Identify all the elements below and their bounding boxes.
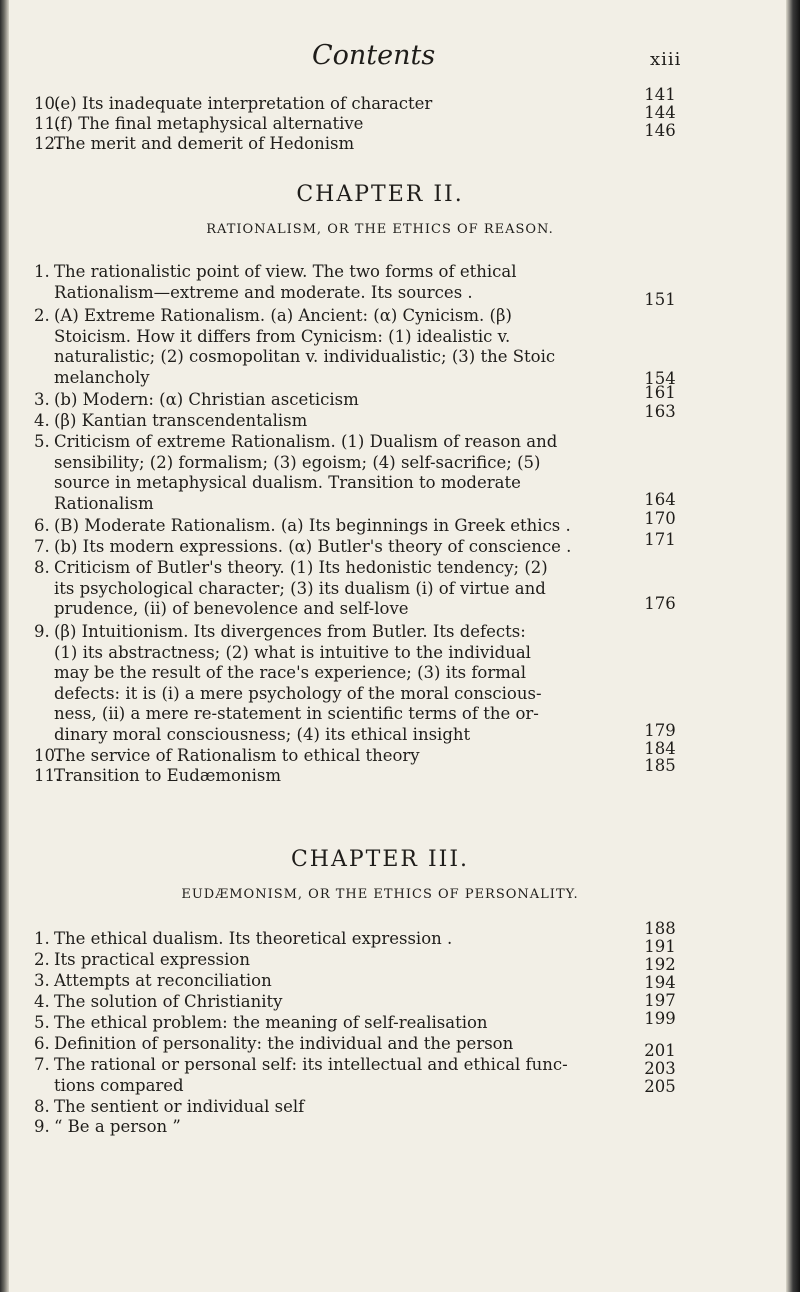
page-ref: 184 — [644, 739, 676, 758]
entry-line: tions compared — [54, 1075, 184, 1095]
entry-number: 5. — [34, 432, 50, 451]
page-ref: 179 — [644, 721, 676, 740]
entry-number: 8. — [34, 558, 50, 577]
entry-text: The merit and demerit of Hedonism — [54, 134, 355, 153]
entry-number: 3. — [34, 971, 50, 990]
page-ref: 141 — [644, 85, 676, 104]
page-number: xiii — [650, 49, 682, 70]
entry-line: Criticism of extreme Rationalism. (1) Dualism of reason and — [54, 432, 558, 451]
page-ref-column — [638, 919, 682, 1096]
entry-line: Its practical expression — [54, 950, 250, 969]
entry-line: The sentient or individual self — [54, 1097, 305, 1116]
entry-number: 12. — [34, 134, 61, 153]
entry-line: prudence, (ii) of benevolence and self-love — [54, 599, 409, 618]
entry-line: (B) Moderate Rationalism. (a) Its beginnings in Greek ethics . — [54, 516, 571, 535]
entry-number: 7. — [34, 537, 50, 556]
entry-line: The service of Rationalism to ethical theory — [54, 746, 420, 765]
chapter-subtitle: RATIONALISM, OR THE ETHICS OF REASON. — [206, 222, 554, 237]
entry-line: Rationalism—extreme and moderate. Its sources . — [54, 282, 473, 302]
entry-line: Rationalism — [54, 493, 154, 513]
entry-line: Criticism of Butler's theory. (1) Its hedonistic tendency; (2) — [54, 558, 548, 577]
entry-number: 6. — [34, 1034, 50, 1053]
entry-line: (A) Extreme Rationalism. (a) Ancient: (α) Cynicism. (β) — [54, 306, 512, 325]
entry-text: (e) Its inadequate interpretation of character — [54, 94, 433, 113]
entry-line: naturalistic; (2) cosmopolitan v. individualistic; (3) the Stoic — [54, 347, 556, 366]
page-ref: 188 — [644, 919, 676, 938]
chapter-title: CHAPTER II. — [296, 182, 464, 207]
entry-number: 2. — [34, 950, 50, 969]
entry-line: (β) Intuitionism. Its divergences from Butler. Its defects: — [54, 622, 526, 641]
page-ref: 194 — [644, 973, 676, 992]
page-ref: 197 — [644, 991, 676, 1010]
page-ref: 171 — [644, 530, 676, 549]
page-ref: 151 — [644, 290, 676, 309]
entry-line: sensibility; (2) formalism; (3) egoism; (4) self-sacrifice; (5) — [54, 452, 541, 472]
entry-number: 3. — [34, 390, 50, 409]
entry-number: 10. — [34, 746, 61, 765]
entry-line: its psychological character; (3) its dualism (i) of virtue and — [54, 578, 546, 598]
entry-line: Transition to Eudæmonism — [54, 766, 281, 785]
page-ref-column — [638, 85, 682, 140]
entry-line: melancholy — [54, 367, 150, 387]
entry-number: 11. — [34, 766, 61, 785]
entry-number: 10. — [34, 94, 61, 113]
entry-number: 5. — [34, 1013, 50, 1032]
entry-line: The rationalistic point of view. The two forms of ethical — [54, 262, 517, 281]
entry-number: 6. — [34, 516, 50, 535]
entry-line: defects: it is (i) a mere psychology of the moral conscious- — [54, 683, 542, 703]
entry-number: 1. — [34, 262, 50, 281]
entry-line: ness, (ii) a mere re-statement in scientific terms of the or- — [54, 704, 539, 723]
page-ref: 163 — [644, 402, 676, 421]
entry-line: The ethical dualism. Its theoretical expression . — [54, 929, 453, 948]
entry-line: The rational or personal self: its intellectual and ethical func- — [54, 1055, 568, 1074]
entry-line: Definition of personality: the individual and the person — [54, 1034, 514, 1053]
page-ref: 203 — [644, 1059, 676, 1078]
entry-number: 11. — [34, 114, 61, 133]
header-title: Contents — [312, 40, 436, 71]
entry-text: (f) The final metaphysical alternative — [54, 114, 364, 133]
entry-line: (b) Its modern expressions. (α) Butler's theory of conscience . — [54, 537, 572, 556]
entry-line: (1) its abstractness; (2) what is intuitive to the individual — [54, 642, 531, 662]
page-edge-right — [786, 0, 800, 1292]
entry-number: 2. — [34, 306, 50, 325]
entry-line: source in metaphysical dualism. Transition to moderate — [54, 473, 521, 492]
page-ref: 185 — [644, 756, 676, 775]
entry-number: 9. — [34, 622, 50, 641]
page-ref: 191 — [644, 937, 676, 956]
page-ref: 161 — [644, 383, 676, 402]
page-ref: 199 — [644, 1009, 676, 1028]
entry-number: 1. — [34, 929, 50, 948]
entry-line: (β) Kantian transcendentalism — [54, 411, 308, 430]
running-header — [0, 40, 800, 80]
page-ref: 205 — [644, 1077, 676, 1096]
chapter-title: CHAPTER III. — [290, 847, 470, 872]
page-ref: 164 — [644, 490, 676, 509]
entry-line: may be the result of the race's experience; (3) its formal — [54, 663, 527, 682]
page-ref: 176 — [644, 594, 676, 613]
page-ref: 146 — [644, 121, 676, 140]
entry-line: The solution of Christianity — [54, 992, 283, 1011]
page-ref: 192 — [644, 955, 676, 974]
entry-line: (b) Modern: (α) Christian asceticism — [54, 390, 359, 409]
entry-line: The ethical problem: the meaning of self-realisation — [54, 1013, 488, 1032]
chapter-subtitle: EUDÆMONISM, OR THE ETHICS OF PERSONALITY. — [181, 887, 579, 902]
entry-number: 7. — [34, 1055, 50, 1074]
entry-line: Stoicism. How it differs from Cynicism: (1) idealistic v. — [54, 326, 511, 346]
page-ref: 170 — [644, 509, 676, 528]
entry-line: “ Be a person ” — [54, 1117, 181, 1136]
entry-line: dinary moral consciousness; (4) its ethical insight — [54, 724, 471, 744]
entry-line: Attempts at reconciliation — [54, 971, 272, 990]
page-ref: 201 — [644, 1041, 676, 1060]
entry-number: 8. — [34, 1097, 50, 1116]
page-ref: 144 — [644, 103, 676, 122]
entry-number: 9. — [34, 1117, 50, 1136]
entry-number: 4. — [34, 411, 50, 430]
entry-number: 4. — [34, 992, 50, 1011]
page-ref: 154 — [644, 369, 676, 388]
